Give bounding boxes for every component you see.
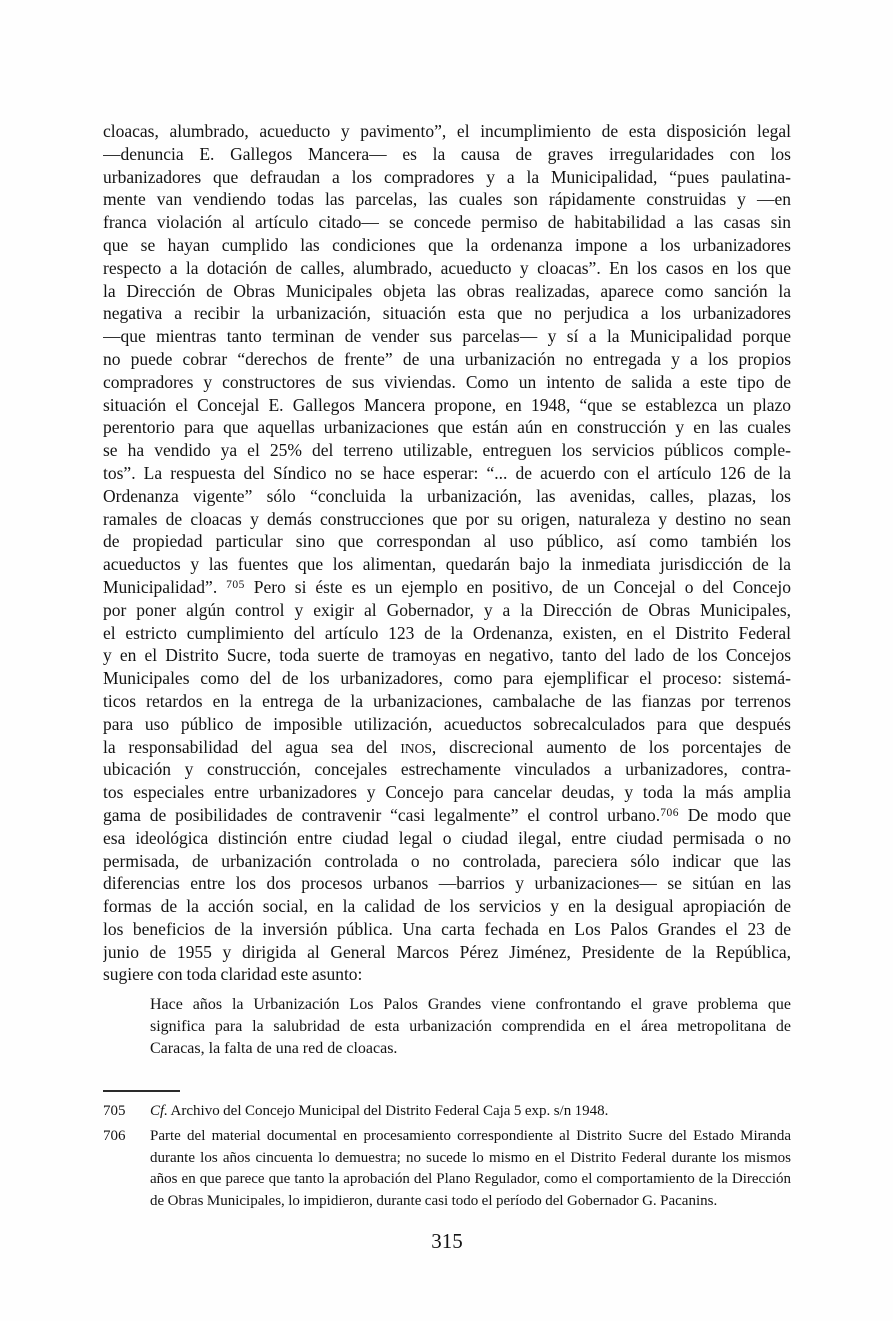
footnote-number: 706 bbox=[103, 1127, 126, 1144]
paragraph-line: situación el Concejal E. Gallegos Mancera propone, en 1948, “que se establezca un plazo bbox=[103, 394, 791, 415]
footnote-text bbox=[150, 1101, 791, 1123]
page-number: 315 bbox=[431, 1228, 463, 1253]
paragraph-line: formas de la acción social, en la calidad de los servicios y en la desigual apropiación de bbox=[103, 896, 791, 917]
line-segment: De modo que bbox=[678, 804, 791, 825]
paragraph-line: respecto a la dotación de calles, alumbrado, acueducto y cloacas”. En los casos en los que bbox=[103, 257, 791, 278]
footnote-cf-abbrev: Cf. bbox=[150, 1103, 168, 1120]
paragraph-line: tos”. La respuesta del Síndico no se hace esperar: “... de acuerdo con el artículo 126 de la bbox=[103, 462, 791, 483]
paragraph-line: —denuncia E. Gallegos Mancera— es la causa de graves irregularidades con los bbox=[103, 143, 791, 164]
line-segment: , discrecional aumento de los porcentajes de bbox=[431, 736, 791, 757]
paragraph-line bbox=[103, 804, 791, 827]
line-segment: Pero si éste es un ejemplo en positivo, de un Concejal o del Concejo bbox=[244, 576, 791, 597]
paragraph-line: mente van vendiendo todas las parcelas, las cuales son rápidamente construidas y —en bbox=[103, 189, 791, 210]
line-segment: gama de posibilidades de contravenir “casi legalmente” el control urbano. bbox=[103, 804, 661, 825]
paragraph-line bbox=[103, 576, 791, 599]
paragraph-line: se ha vendido ya el 25% del terreno utilizable, entreguen los servicios públicos comple- bbox=[103, 440, 791, 461]
paragraph-line: urbanizadores que defraudan a los compradores y a la Municipalidad, “pues paulatina- bbox=[103, 166, 791, 187]
paragraph-line: permisada, de urbanización controlada o no controlada, pareciera sólo indicar que las bbox=[103, 850, 791, 871]
footnote-705 bbox=[103, 1101, 791, 1123]
footnote-number: 705 bbox=[103, 1103, 126, 1120]
paragraph-line: la Dirección de Obras Municipales objeta las obras realizadas, aparece como sanción la bbox=[103, 280, 791, 301]
paragraph-line: de propiedad particular sino que correspondan al uso público, así como también los bbox=[103, 531, 791, 552]
paragraph-line: Municipales como del de los urbanizadores, como para ejemplificar el proceso: sistemá- bbox=[103, 668, 791, 689]
paragraph-line: junio de 1955 y dirigida al General Marcos Pérez Jiménez, Presidente de la República, bbox=[103, 941, 791, 962]
paragraph-line bbox=[103, 736, 791, 759]
paragraph-line: perentorio para que aquellas urbanizaciones que están aún en construcción y en las cuales bbox=[103, 417, 791, 438]
quote-line: significa para la salubridad de esta urbanización comprendida en el área metropolitana de bbox=[150, 1018, 791, 1036]
paragraph-line: por poner algún control y exigir al Gobernador, y a la Dirección de Obras Municipales, bbox=[103, 599, 791, 620]
paragraph-line: franca violación al artículo citado— se concede permiso de habitabilidad a las casas sin bbox=[103, 212, 791, 233]
paragraph-line: ticos retardos en la entrega de la urbanizaciones, cambalache de las fianzas por terrenos bbox=[103, 690, 791, 711]
footnotes-section bbox=[103, 1090, 791, 1213]
block-quote bbox=[150, 994, 791, 1060]
footnote-706 bbox=[103, 1126, 791, 1213]
paragraph-line: y en el Distrito Sucre, toda suerte de tramoyas en negativo, tanto del lado de los Concejos bbox=[103, 645, 791, 666]
inos-acronym: INOS bbox=[400, 740, 432, 756]
paragraph-line: no puede cobrar “derechos de frente” de una urbanización no entregada y a los propios bbox=[103, 348, 791, 369]
paragraph-line: —que mientras tanto terminan de vender sus parcelas— y sí a la Municipalidad porque bbox=[103, 326, 791, 347]
paragraph-line: esa ideológica distinción entre ciudad legal o ciudad ilegal, entre ciudad permisada o no bbox=[103, 827, 791, 848]
paragraph-line: diferencias entre los dos procesos urbanos —barrios y urbanizaciones— se sitúan en las bbox=[103, 873, 791, 894]
quote-line: Caracas, la falta de una red de cloacas. bbox=[150, 1040, 398, 1058]
paragraph-line: el estricto cumplimiento del artículo 123 de la Ordenanza, existen, en el Distrito Federal bbox=[103, 622, 791, 643]
paragraph-line: tos especiales entre urbanizadores y Concejo para cancelar deudas, y toda la más amplia bbox=[103, 782, 791, 803]
line-segment: Municipalidad”. bbox=[103, 576, 227, 597]
footnote-ref-705: 705 bbox=[226, 578, 245, 591]
paragraph-line: para uso público de imposible utilización, acueductos sobrecalculados para que después bbox=[103, 713, 791, 734]
paragraph-line: sugiere con toda claridad este asunto: bbox=[103, 964, 363, 985]
paragraph-line: acueductos y las fuentes que los alimentan, quedarán bajo la inmediata jurisdicción de la bbox=[103, 554, 791, 575]
footnote-text: Parte del material documental en procesamiento correspondiente al Distrito Sucre del Estado Miranda durante los años cincuenta lo demuestra; no sucede lo mismo en el Distrito Federal durante los mismos años en que parece que tanto la aprobación del Plano Regulador, como el comportamiento de la Dirección de Obras Municipales, lo impidieron, durante casi todo el período del Gobernador G. Pacanins. bbox=[150, 1127, 791, 1210]
line-segment: la responsabilidad del agua sea del bbox=[103, 736, 401, 757]
paragraph-line: ramales de cloacas y demás construcciones que por su origen, naturaleza y destino no sean bbox=[103, 508, 791, 529]
paragraph-line: que se hayan cumplido las condiciones que la ordenanza impone a los urbanizadores bbox=[103, 234, 791, 255]
line-segment: Archivo del Concejo Municipal del Distrito Federal Caja 5 exp. s/n 1948. bbox=[167, 1103, 609, 1120]
paragraph-line: los beneficios de la inversión pública. Una carta fechada en Los Palos Grandes el 23 de bbox=[103, 918, 791, 939]
footnote-divider bbox=[103, 1090, 180, 1092]
paragraph-line: cloacas, alumbrado, acueducto y pavimento”, el incumplimiento de esta disposición legal bbox=[103, 121, 791, 141]
body-paragraph bbox=[103, 120, 791, 986]
quote-line: Hace años la Urbanización Los Palos Grandes viene confrontando el grave problema que bbox=[150, 996, 791, 1014]
paragraph-line: negativa a recibir la urbanización, situación esta que no perjudica a los urbanizadores bbox=[103, 303, 791, 324]
paragraph-line: Ordenanza vigente” sólo “concluida la urbanización, las avenidas, calles, plazas, los bbox=[103, 485, 791, 506]
paragraph-line: compradores y constructores de sus viviendas. Como un intento de salida a este tipo de bbox=[103, 371, 791, 392]
footnote-ref-706: 706 bbox=[660, 806, 679, 819]
paragraph-line: ubicación y construcción, concejales estrechamente vinculados a urbanizadores, contra- bbox=[103, 759, 791, 780]
